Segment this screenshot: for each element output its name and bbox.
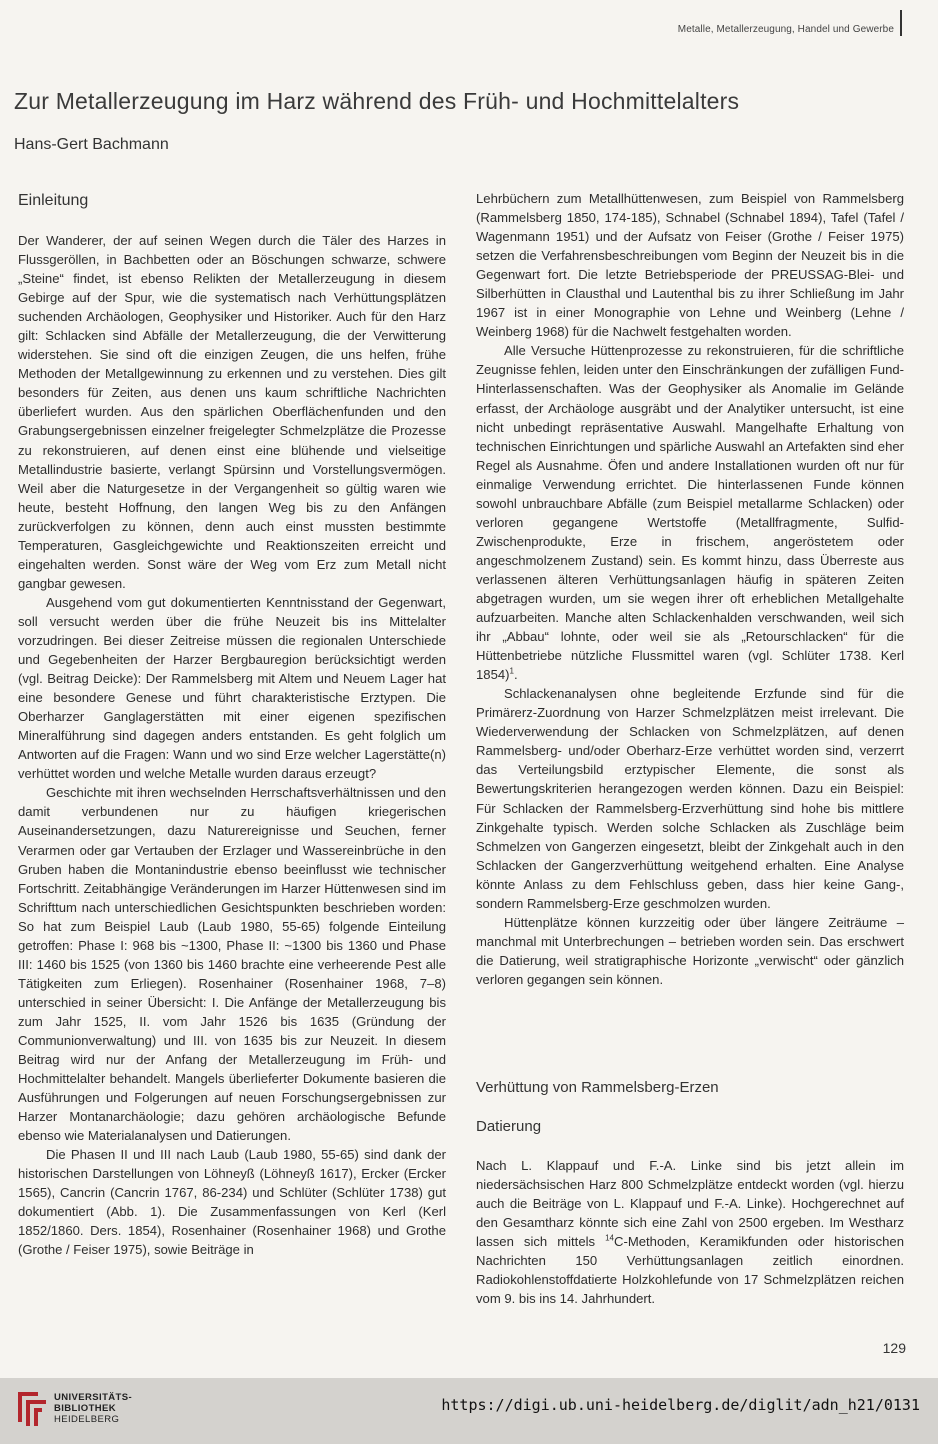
paragraph: Lehrbüchern zum Metallhüttenwesen, zum Beispiel von Rammelsberg (Rammelsberg 1850, 174-185), Schnabel (Schnabel 1894), Tafel (Tafel / Wagenmann 1951) und der Aufsatz von Feiser (Grothe / Feiser 1975) setzen die Verfahrensbeschreibungen vom Beginn der Neuzeit bis in die Gegenwart fort. Die letzte Betriebsperiode der PREUSSAG-Blei- und Silberhütten in Clausthal und Lautenthal bis zu ihrer Schließung im Jahr 1967 ist in einer Monographie von Lehne und Weinberg (Lehne / Weinberg 1968) für die Nachwelt festgehalten worden.	[476, 191, 904, 340]
right-column	[476, 189, 904, 989]
paragraph-text: Alle Versuche Hüttenprozesse zu rekonstruieren, für die schriftliche Zeugnisse fehlen, leiden unter den Einschränkungen der zufälligen Fund-Hinterlassenschaften. Was der Geophysiker als Anomalie im Gelände erfasst, der Archäologe ausgräbt und der Analytiker untersucht, ist eine nicht unbedingt repräsentative Auswahl. Mangelhafte Erhaltung von technischen Einrichtungen und spärliche Auswahl an Artefakten sind eher Regel als Ausnahme. Öfen und andere Installationen wurden oft nur für einmalige Verwendung errichtet. Die hinterlassenen Funde können sowohl unbrauchbare Abfälle (zum Beispiel metallarme Schlacken) oder verloren gegangene Wertstoffe (Metallfragmente, Sulfid-Zwischenprodukte, Erze in frischem, angeröstetem oder angeschmolzenem Zustand) sein. Es kommt hinzu, dass Überreste aus verlassenen älteren Verhüttungsanlagen häufig in späteren Zeiten abgetragen wurden, um sie wegen ihrer oft erheblichen Metallgehalte aufzuarbeiten. Manche alten Schlackenhalden verschwanden, weil sich ihr „Abbau“ lohnte, oder weil sie als „Retourschlacken“ für die Hüttenbetriebe nützliche Flussmittel waren (vgl. Schlüter 1738. Kerl 1854)	[476, 343, 904, 683]
paragraph-text: Nach L. Klappauf und F.-A. Linke sind bis jetzt allein im niedersächsischen Harz 800 Schmelzplätze entdeckt worden (vgl. hierzu auch die Beiträge von L. Klappauf und F.-A. Linke). Hochgerechnet auf den Gesamtharz könnte sich eine Zahl von 2500 ergeben. Im Westharz lassen sich mittels	[476, 1158, 904, 1250]
paragraph: Hüttenplätze können kurzzeitig oder über längere Zeiträume – manchmal mit Unterbrechungen – betrieben worden sein. Das erschwert die Datierung, weil stratigraphische Horizonte „verwischt“ oder gänzlich verloren gegangen sein können.	[476, 914, 904, 987]
library-logo-icon	[12, 1388, 52, 1430]
library-name-line: HEIDELBERG	[54, 1414, 120, 1425]
running-head: Metalle, Metallerzeugung, Handel und Gewerbe	[677, 24, 894, 35]
paragraph: Die Phasen II und III nach Laub (Laub 1980, 55-65) sind dank der historischen Darstellungen von Löhneyß (Löhneyß 1617), Ercker (Ercker 1565), Cancrin (Cancrin 1767, 86-234) und Schlüter (Schlüter 1738) gut dokumentiert (Abb. 1). Die Zusammenfassungen von Kerl (Kerl 1852/1860. Ders. 1854), Rosenhainer (Rosenhainer 1968) und Grothe (Grothe / Feiser 1975), sowie Beiträge in	[18, 1147, 446, 1258]
page-number: 129	[882, 1340, 906, 1356]
paragraph-text: C-Methoden, Keramikfunden oder historischen Nachrichten 150 Verhüttungsanlagen zeitlich einordnen. Radiokohlenstoffdatierte Holzkohlefunde von 17 Schmelzplätzen reichen vom 9. bis ins 14. Jahrhundert.	[476, 1234, 904, 1307]
left-column	[18, 231, 446, 1260]
paragraph	[476, 1156, 904, 1308]
article-title: Zur Metallerzeugung im Harz während des Früh- und Hochmittelalters	[14, 88, 740, 114]
paragraph: Schlackenanalysen ohne begleitende Erzfunde sind für die Primärerz-Zuordnung von Harzer Schmelzplätzen meist irrelevant. Die Wiederverwendung der Schlacken von Schmelzplätzen, auf denen Rammelsberg- und/oder Oberharz-Erze verhüttet worden sind, verzerrt das Verteilungsbild erztypischer Elemente, die sonst als Bewertungskriterien herangezogen werden können. Dazu ein Beispiel: Für Schlacken der Rammelsberg-Erzverhüttung sind hohe bis mittlere Zinkgehalte typisch. Werden solche Schlacken als Zuschläge beim Schmelzen von Gangerzen eingesetzt, bleibt der Zinkgehalt auch in den Schlacken der Gangerzverhüttung weitgehend erhalten. Eine Analyse könnte Anlass zu dem Fehlschluss geben, dass hier keine Gang-, sondern Rammelsberg-Erze geschmolzen wurden.	[476, 686, 904, 911]
article-author: Hans-Gert Bachmann	[14, 136, 169, 153]
subsection-heading-datierung: Datierung	[476, 1118, 542, 1135]
permalink-url[interactable]: https://digi.ub.uni-heidelberg.de/diglit/adn_h21/0131	[441, 1396, 920, 1414]
viewer-footer	[0, 1378, 938, 1444]
superscript-14: 14	[605, 1233, 615, 1243]
datierung-text	[476, 1156, 904, 1308]
paragraph: Der Wanderer, der auf seinen Wegen durch die Täler des Harzes in Flussgeröllen, in Bachbetten oder an Böschungen schwarze, schwere „Steine“ findet, ist ebenso Relikten der Metallerzeugung in diesem Gebirge auf der Spur, wie die systematisch nach Verhüttungsplätzen suchenden Archäologen, Geophysiker und Historiker. Auch für den Harz gilt: Schlacken sind Abfälle der Metallerzeugung, die der Verwitterung widerstehen. Sie sind oft die einzigen Zeugen, die uns helfen, frühe Methoden der Metallgewinnung zu erkennen und zu verstehen. Dies gilt besonders für Zeiten, aus denen uns kaum schriftliche Nachrichten überliefert wurden. Aus den spärlichen Oberflächenfunden und den Grabungsergebnissen einzelner freigelegter Schmelzplätze die Prozesse zu rekonstruieren, auf denen einst eine blühende und vielseitige Metallindustrie basierte, verlangt Spürsinn und Vorstellungsvermögen. Weil aber die Naturgesetze in der Vergangenheit so gültig waren wie heute, besteht Hoffnung, den langen Weg bis zu den Anfängen zurückverfolgen zu können, denn auch einst mussten bestimmte Temperaturen, Gasgleichgewichte und Reaktionszeiten erreicht und eingehalten werden. Sonst wäre der Weg vom Erz zum Metall nicht gangbar gewesen.	[18, 233, 446, 591]
paragraph: Ausgehend vom gut dokumentierten Kenntnisstand der Gegenwart, soll versucht werden über die frühe Neuzeit bis ins Mittelalter vorzudringen. Bei dieser Zeitreise müssen die regionalen Unterschiede und Gegebenheiten der Harzer Bergbauregion berücksichtigt werden (vgl. Beitrag Deicke): Der Rammelsberg mit Altem und Neuem Lager hat eine besondere Genese und führt charakteristische Erztypen. Die Oberharzer Ganglagerstätten mit einer eigenen spezifischen Mineralführung sind dagegen anders entstanden. Es geht folglich um Antworten auf die Fragen: Wann und wo sind Erze welcher Lagerstätte(n) verhüttet worden und welche Metalle wurden daraus erzeugt?	[18, 594, 446, 782]
paragraph: Alle Versuche Hüttenprozesse zu rekonstruieren, für die schriftliche Zeugnisse fehlen, leiden unter den Einschränkungen der zufälligen Fund-Hinterlassenschaften. Was der Geophysiker als Anomalie im Gelände erfasst, der Archäologe ausgräbt und der Analytiker untersucht, ist eine nicht unbedingt repräsentative Auswahl. Mangelhafte Erhaltung von technischen Einrichtungen und spärliche Auswahl an Artefakten sind eher Regel als Ausnahme. Öfen und andere Installationen wurden oft nur für einmalige Verwendung errichtet. Die hinterlassenen Funde können sowohl unbrauchbare Abfälle (zum Beispiel metallarme Schlacken) oder verloren gegangene Wertstoffe (Metallfragmente, Sulfid-Zwischenprodukte, Erze in frischem, angeröstetem oder angeschmolzenem Zustand) sein. Es kommt hinzu, dass Überreste aus verlassenen älteren Verhüttungsanlagen häufig in späteren Zeiten abgetragen wurden, um sie wegen ihrer oft erheblichen Metallgehalte aufzuarbeiten. Manche alten Schlackenhalden verschwanden, weil sich ihr „Abbau“ lohnte, oder weil sie als „Retourschlacken“ für die Hüttenbetriebe nützliche Flussmittel waren (vgl. Schlüter 1738. Kerl 1854)$^1$.	[476, 343, 904, 683]
running-head-rule	[900, 10, 902, 36]
library-name-line: BIBLIOTHEK	[54, 1403, 117, 1414]
library-name-line: UNIVERSITÄTS-	[54, 1392, 133, 1403]
section-heading-verhuettung: Verhüttung von Rammelsberg-Erzen	[476, 1079, 719, 1096]
footnote-mark[interactable]: 1	[509, 666, 514, 676]
section-heading-einleitung: Einleitung	[18, 192, 89, 209]
library-name	[54, 1392, 132, 1425]
paragraph: Geschichte mit ihren wechselnden Herrschaftsverhältnissen und den damit verbundenen nur zu häufigen kriegerischen Auseinandersetzungen, dazu Naturereignisse und Seuchen, ferner Verarmen oder gar Vertauben der Erzlager und Wassereinbrüche in den Gruben haben die Montanindustrie ebenso beeinflusst wie technischer Fortschritt. Zeitabhängige Veränderungen im Harzer Hüttenwesen sind im Schrifttum nach unterschiedlichen Gesichtspunkten beschrieben worden: So hat zum Beispiel Laub (Laub 1980, 55-65) folgende Einteilung getroffen: Phase I: 968 bis ~1300, Phase II: ~1300 bis 1360 und Phase III: 1460 bis 1525 (von 1360 bis 1460 brachte eine verheerende Pest alle Tätigkeiten zum Erliegen). Rosenhainer (Rosenhainer 1968, 7–8) unterschied in seiner Übersicht: I. Die Anfänge der Metallerzeugung bis zum Jahr 1525, II. vom Jahr 1526 bis 1635 (Gründung der Communionverwaltung) und III. von 1635 bis zur Neuzeit. In diesem Beitrag wird nur der Anfang der Metallerzeugung im Früh- und Hochmittelalter behandelt. Mangels überlieferter Dokumente basieren die Ausführungen und Folgerungen auf neuen Forschungsergebnissen zur Harzer Montanarchäologie; dazu gehören archäologische Befunde ebenso wie Materialanalysen und Datierungen.	[18, 785, 446, 1144]
